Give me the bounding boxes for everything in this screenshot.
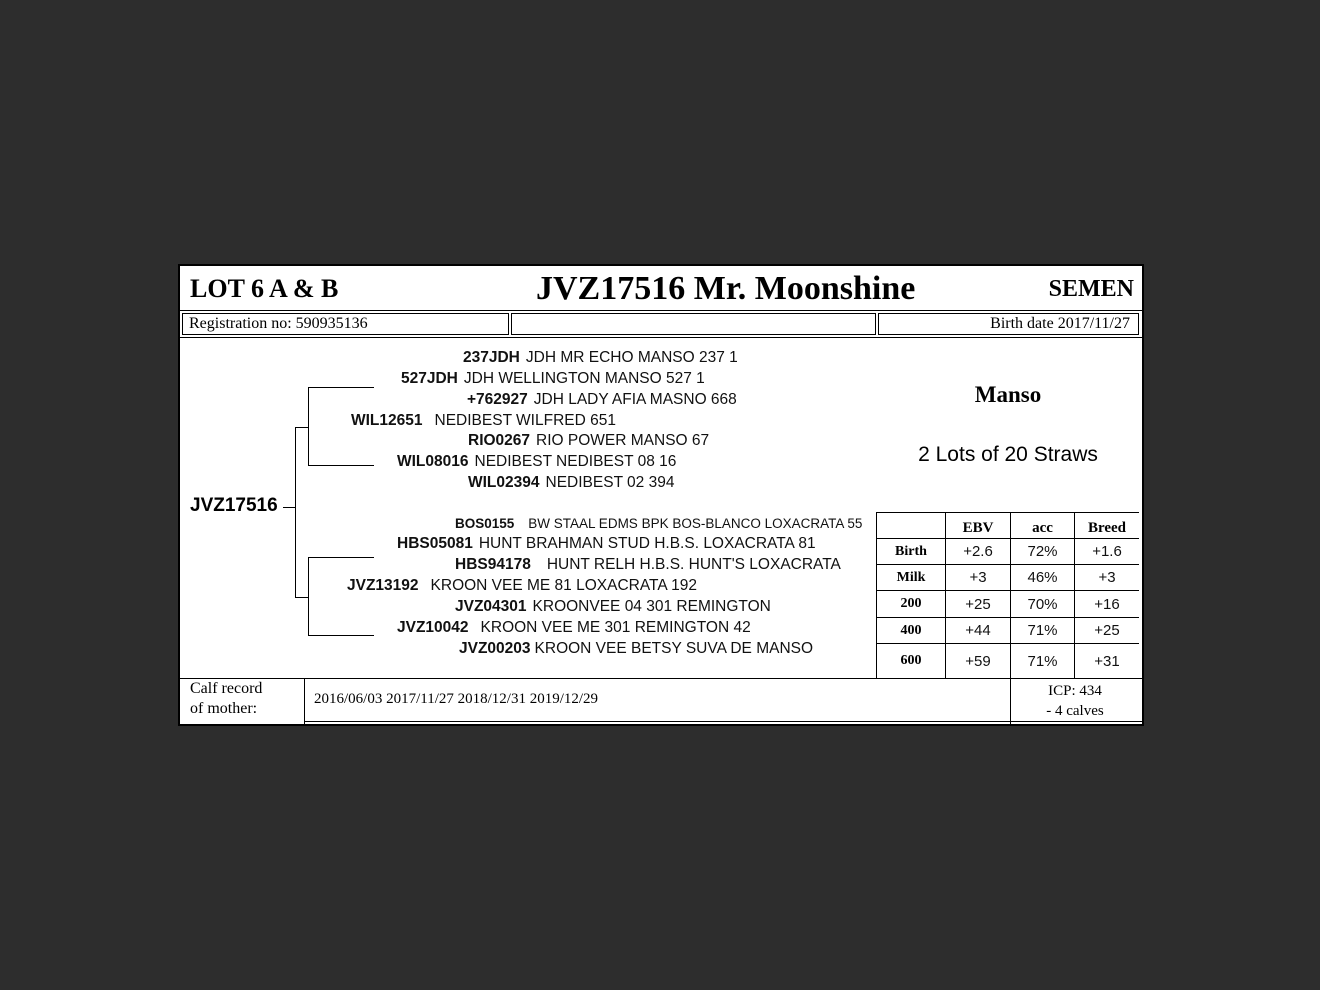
pedigree-entry bbox=[467, 391, 737, 409]
ebv-breed-avg: +16 bbox=[1094, 595, 1120, 613]
pedigree-entry-id: JVZ04301 bbox=[455, 598, 527, 615]
ebv-row-label: 400 bbox=[900, 622, 922, 638]
ebv-header: EBV bbox=[962, 520, 994, 536]
pedigree-entry bbox=[351, 412, 616, 430]
pedigree-entry-id: JVZ10042 bbox=[397, 619, 469, 636]
pedigree-entry-id: +762927 bbox=[467, 391, 528, 408]
pedigree-entry-name: KROON VEE ME 301 REMINGTON 42 bbox=[480, 619, 751, 636]
pedigree-entry-name: KROON VEE BETSY SUVA DE MANSO bbox=[534, 640, 814, 657]
pedigree-entry-id: HBS05081 bbox=[397, 535, 473, 552]
tree-subject-stub bbox=[283, 507, 295, 508]
calf-record-label-line1: Calf record bbox=[190, 680, 263, 697]
info-divider bbox=[180, 337, 1142, 338]
calves-count: - 4 calves bbox=[1046, 703, 1104, 719]
pedigree-entry-name: KROON VEE ME 81 LOXACRATA 192 bbox=[430, 577, 697, 594]
calf-record-label bbox=[190, 679, 262, 719]
tree-sire-sire-line bbox=[308, 387, 374, 388]
tree-dam-dam-line bbox=[308, 635, 374, 636]
ebv-accuracy: 71% bbox=[1027, 652, 1058, 670]
tree-dam-branch bbox=[295, 597, 308, 598]
pedigree-entry-id: WIL02394 bbox=[468, 474, 540, 491]
calf-record-label-line2: of mother: bbox=[190, 700, 258, 717]
pedigree-entry-name: HUNT RELH H.B.S. HUNT'S LOXACRATA bbox=[546, 556, 841, 573]
ebv-header: acc bbox=[1032, 520, 1053, 536]
ebv-value: +44 bbox=[965, 622, 991, 639]
ebv-value: +2.6 bbox=[963, 543, 993, 560]
ebv-breed-avg: +3 bbox=[1098, 569, 1116, 586]
pedigree-entry-id: BOS0155 bbox=[455, 516, 515, 531]
pedigree-entry-name: JDH MR ECHO MANSO 237 1 bbox=[525, 349, 738, 366]
birth-date: Birth date 2017/11/27 bbox=[990, 315, 1130, 332]
footer-divider bbox=[180, 678, 1142, 679]
pedigree-entry-name: JDH WELLINGTON MANSO 527 1 bbox=[463, 370, 705, 387]
icp-value: ICP: 434 bbox=[1048, 683, 1102, 699]
ebv-row-label: Birth bbox=[895, 543, 927, 559]
ebv-breed-avg: +1.6 bbox=[1092, 543, 1122, 560]
straw-lots: 2 Lots of 20 Straws bbox=[918, 443, 1098, 466]
pedigree-entry-id: 527JDH bbox=[401, 370, 458, 387]
pedigree-entry bbox=[463, 349, 738, 367]
lot-number: LOT 6 A & B bbox=[190, 274, 339, 303]
pedigree-entry-name: NEDIBEST NEDIBEST 08 16 bbox=[474, 453, 677, 470]
footer-sep bbox=[304, 678, 305, 724]
ebv-breed-avg: +31 bbox=[1094, 652, 1120, 670]
pedigree-entry bbox=[397, 453, 676, 471]
lot-card bbox=[178, 264, 1144, 726]
pedigree-entry-id: HBS94178 bbox=[455, 556, 531, 573]
tree-sire-dam-line bbox=[308, 465, 374, 466]
pedigree-entry bbox=[397, 535, 816, 553]
ebv-value: +3 bbox=[969, 569, 987, 586]
pedigree-entry-name: BW STAAL EDMS BPK BOS-BLANCO LOXACRATA 55 bbox=[528, 516, 863, 531]
pedigree-entry-name: JDH LADY AFIA MASNO 668 bbox=[533, 391, 737, 408]
pedigree-entry bbox=[459, 640, 813, 658]
header-divider bbox=[180, 310, 1142, 311]
pedigree-entry-id: JVZ13192 bbox=[347, 577, 419, 594]
pedigree-entry bbox=[397, 619, 751, 637]
tree-dam-vertical bbox=[308, 557, 309, 635]
pedigree-entry-id: 237JDH bbox=[463, 349, 520, 366]
tree-sire-vertical bbox=[308, 387, 309, 465]
registration-box bbox=[182, 313, 509, 335]
pedigree-subject: JVZ17516 bbox=[190, 495, 278, 516]
birth-date-box bbox=[878, 313, 1139, 335]
pedigree-entry bbox=[468, 474, 674, 492]
registration-number: Registration no: 590935136 bbox=[189, 315, 368, 332]
ebv-value: +59 bbox=[965, 652, 991, 670]
pedigree-entry-id: RIO0267 bbox=[468, 432, 531, 449]
ebv-accuracy: 71% bbox=[1027, 622, 1058, 639]
pedigree-entry-name: RIO POWER MANSO 67 bbox=[536, 432, 710, 449]
pedigree-entry-id: WIL12651 bbox=[351, 412, 423, 429]
pedigree-entry-name: NEDIBEST 02 394 bbox=[545, 474, 675, 491]
footer-bottom-line bbox=[304, 721, 1142, 722]
ebv-breed-avg: +25 bbox=[1094, 622, 1120, 639]
ebv-header: Breed bbox=[1087, 520, 1127, 536]
pedigree-entry bbox=[455, 516, 862, 531]
pedigree-entry-name: HUNT BRAHMAN STUD H.B.S. LOXACRATA 81 bbox=[478, 535, 816, 552]
ebv-row-label: 600 bbox=[900, 653, 922, 668]
ebv-value: +25 bbox=[965, 595, 991, 613]
pedigree-entry-id: WIL08016 bbox=[397, 453, 469, 470]
ebv-row-label: 200 bbox=[900, 596, 922, 611]
ebv-accuracy: 72% bbox=[1027, 543, 1058, 560]
pedigree-entry bbox=[401, 370, 705, 388]
pedigree-entry-name: KROONVEE 04 301 REMINGTON bbox=[532, 598, 771, 615]
animal-title: JVZ17516 Mr. Moonshine bbox=[536, 270, 916, 307]
product-type: SEMEN bbox=[1048, 276, 1134, 302]
calf-record-dates: 2016/06/03 2017/11/27 2018/12/31 2019/12/29 bbox=[314, 691, 599, 707]
pedigree-entry-id: JVZ00203 bbox=[459, 640, 531, 657]
ebv-accuracy: 70% bbox=[1027, 595, 1058, 613]
pedigree-entry bbox=[468, 432, 709, 450]
info-middle-box bbox=[511, 313, 876, 335]
ebv-accuracy: 46% bbox=[1027, 569, 1058, 586]
pedigree-entry bbox=[347, 577, 697, 595]
ebv-row-label: Milk bbox=[896, 569, 926, 585]
pedigree-entry-name: NEDIBEST WILFRED 651 bbox=[434, 412, 616, 429]
pedigree-entry bbox=[455, 556, 841, 574]
tree-root-vertical bbox=[295, 427, 296, 597]
icp-info bbox=[1011, 681, 1139, 721]
breed-name: Manso bbox=[974, 382, 1042, 407]
tree-sire-branch bbox=[295, 427, 308, 428]
pedigree-entry bbox=[455, 598, 771, 616]
tree-dam-sire-line bbox=[308, 557, 374, 558]
